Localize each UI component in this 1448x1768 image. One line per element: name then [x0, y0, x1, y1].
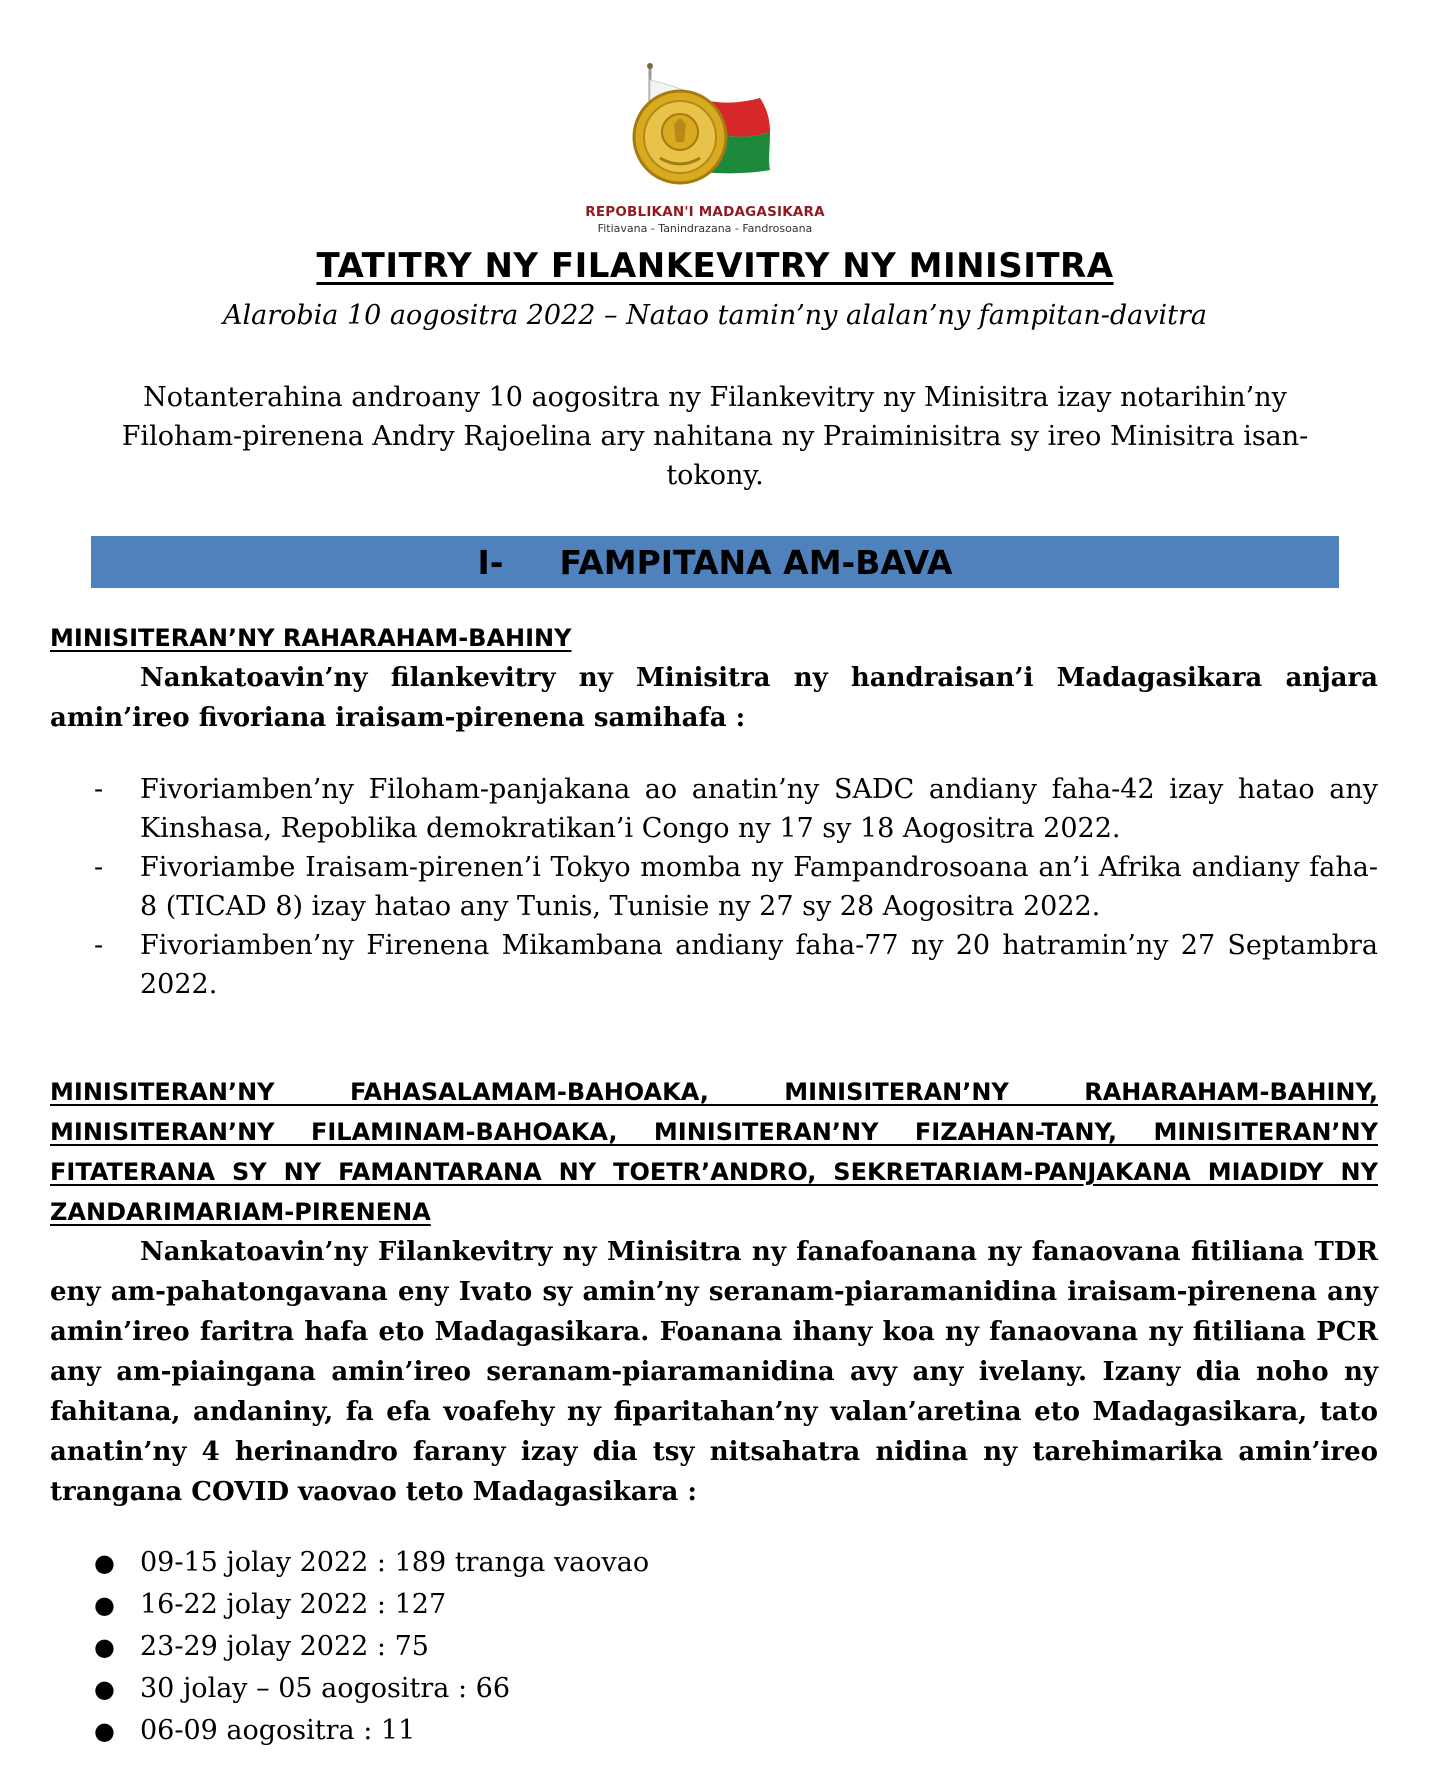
ministry-heading: MINISITERAN’NY RAHARAHAM-BAHINY [50, 624, 572, 652]
list-item [50, 1542, 1378, 1584]
intro-paragraph: Notanterahina androany 10 aogositra ny Filankevitry ny Minisitra izay notarihin’ny Filoham-pirenena Andry Rajoelina ary nahitana ny Praiminisitra sy ireo Minisitra isan-tokony. [121, 382, 1309, 491]
bullet-marker: ● [94, 1675, 115, 1703]
list-item-text: 30 jolay – 05 aogositra : 66 [140, 1673, 511, 1704]
list-item [50, 1668, 1378, 1710]
ministry-block-health [50, 1072, 1378, 1752]
ministry-lead-paragraph: Nankatoavin’ny filankevitry ny Minisitra ny handraisan’i Madagasikara anjara amin’ireo fivoriana iraisam-pirenena samihafa : [50, 663, 1378, 733]
dash-marker: - [94, 930, 104, 961]
bullet-marker: ● [94, 1549, 115, 1577]
dash-marker: - [94, 774, 104, 805]
list-item-text: 06-09 aogositra : 11 [140, 1715, 416, 1746]
section-banner [91, 536, 1339, 588]
list-item-text: 09-15 jolay 2022 : 189 tranga vaovao [140, 1547, 650, 1578]
document-subtitle: Alarobia 10 aogositra 2022 – Natao tamin’ny alalan’ny fampitan-davitra [223, 300, 1207, 331]
list-item [50, 1710, 1378, 1752]
ministry-lead-paragraph: Nankatoavin’ny Filankevitry ny Minisitra ny fanafoanana ny fanaovana fitiliana TDR eny am-pahatongavana eny Ivato sy amin’ny seranam-piaramanidina iraisam-pirenena any amin’ireo faritra hafa eto Madagasikara. Foanana ihany koa ny fanaovana ny fitiliana PCR any am-piaingana amin’ireo seranam-piaramanidina avy any ivelany. Izany dia noho ny fahitana, andaniny, fa efa voafehy ny fiparitahan’ny valan’aretina eto Madagasikara, tato anatin’ny 4 herinandro farany izay dia tsy nitsahatra nidina ny tarehimarika amin’ireo trangana COVID vaovao teto Madagasikara : [50, 1237, 1378, 1507]
bullet-marker: ● [94, 1591, 115, 1619]
bullet-marker: ● [94, 1717, 115, 1745]
ministry-heading: MINISITERAN’NY FAHASALAMAM-BAHOAKA, MINISITERAN’NY RAHARAHAM-BAHINY, MINISITERAN’NY FILAMINAM-BAHOAKA, MINISITERAN’NY FIZAHAN-TANY, MINISITERAN’NY FITATERANA SY NY FAMANTARANA NY TOETR’ANDRO, SEKRETARIAM-PANJAKANA MIADIDY NY ZANDARIMARIAM-PIRENENA [50, 1078, 1378, 1226]
bullet-marker: ● [94, 1633, 115, 1661]
section-number: I- [477, 542, 504, 582]
list-item-text: 23-29 jolay 2022 : 75 [140, 1631, 429, 1662]
madagascar-seal-and-flag-icon [620, 62, 800, 202]
list-item-text: Fivoriambe Iraisam-pirenen’i Tokyo momba ny Fampandrosoana an’i Afrika andiany faha-8 (TICAD 8) izay hatao any Tunis, Tunisie ny 27 sy 28 Aogositra 2022. [140, 852, 1378, 922]
list-item-text: Fivoriamben’ny Firenena Mikambana andiany faha-77 ny 20 hatramin’ny 27 Septambra 2022. [140, 930, 1378, 1000]
covid-stats-list [50, 1542, 1378, 1752]
dash-marker: - [94, 852, 104, 883]
meetings-list [50, 770, 1378, 1004]
section-title: FAMPITANA AM-BAVA [559, 542, 953, 582]
list-item [50, 848, 1378, 926]
document-title: TATITRY NY FILANKEVITRY NY MINISITRA [316, 246, 1114, 286]
list-item [50, 926, 1378, 1004]
list-item [50, 1626, 1378, 1668]
list-item-text: Fivoriamben’ny Filoham-panjakana ao anatin’ny SADC andiany faha-42 izay hatao any Kinshasa, Repoblika demokratikan’i Congo ny 17 sy 18 Aogositra 2022. [140, 774, 1378, 844]
republic-motto: Fitiavana - Tanindrazana - Fandrosoana [597, 222, 813, 235]
ministry-block-foreign-affairs [50, 618, 1378, 1004]
list-item [50, 1584, 1378, 1626]
list-item [50, 770, 1378, 848]
republic-name: REPOBLIKAN'I MADAGASIKARA [585, 204, 825, 220]
list-item-text: 16-22 jolay 2022 : 127 [140, 1589, 447, 1620]
republic-emblem [560, 62, 890, 237]
